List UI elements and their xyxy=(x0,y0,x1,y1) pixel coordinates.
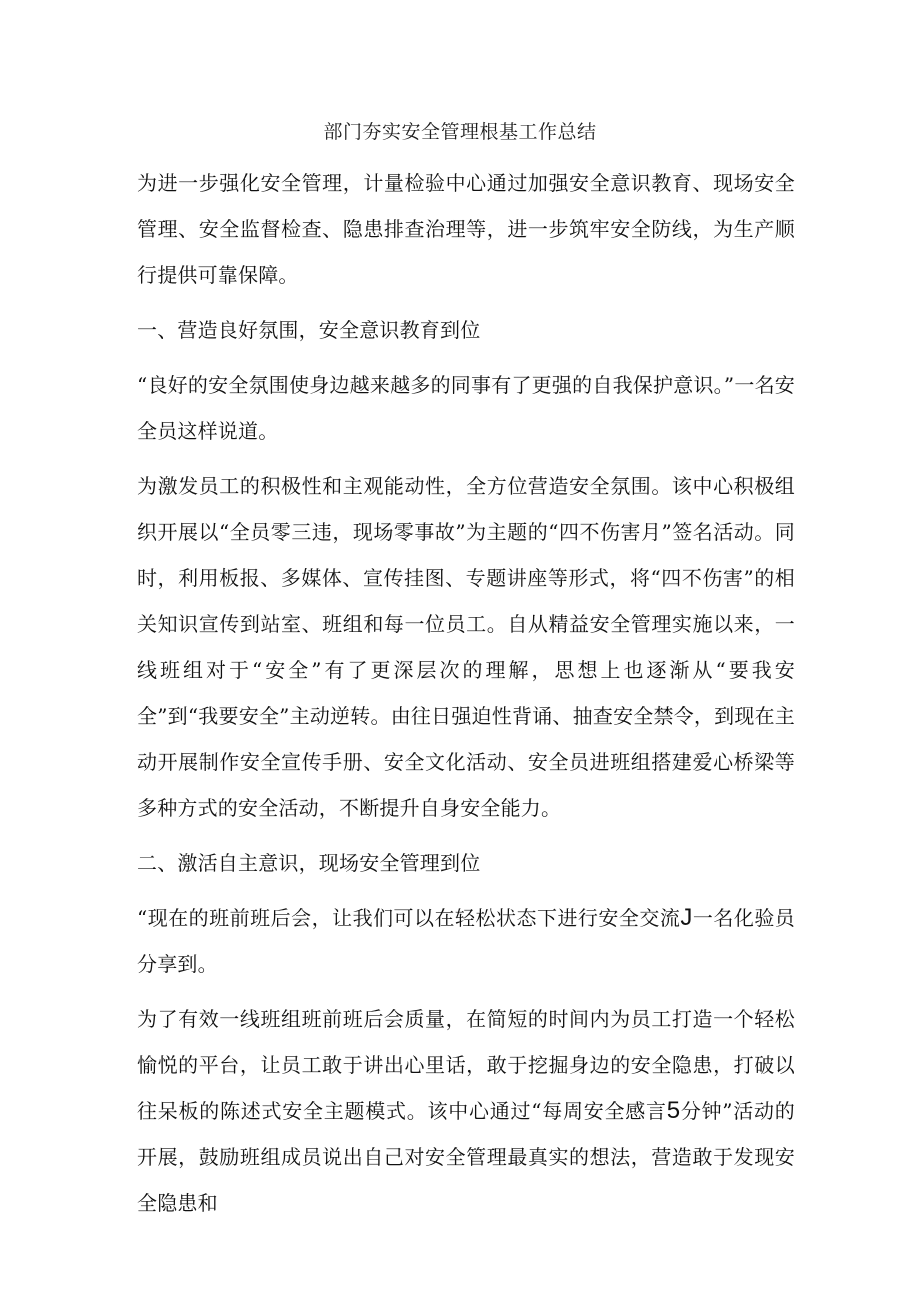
section-2-body-number: 5 xyxy=(666,1097,681,1124)
section-1-body: 为激发员工的积极性和主观能动性，全方位营造安全氛围。该中心积极组织开展以“全员零三违，现场零事故”为主题的“四不伤害月”签名活动。同时，利用板报、多媒体、宣传挂图、专题讲座等形式，将“四不伤害”的相关知识宣传到站室、班组和每一位员工。自从精益安全管理实施以来，一线班组对于“安全”有了更深层次的理解，思想上也逐渐从“要我安全”到“我要安全”主动逆转。由往日强迫性背诵、抽查安全禁令，到现在主动开展制作安全宣传手册、安全文化活动、安全员进班组搭建爱心桥梁等多种方式的安全活动，不断提升自身安全能力。 xyxy=(137,474,795,820)
section-2-heading: 二、激活自主意识，现场安全管理到位 xyxy=(137,851,481,875)
section-2-quote xyxy=(137,895,795,987)
section-2-quote-part-b: 一名化验员分享到。 xyxy=(137,906,796,976)
section-2-body-part-a: 为了有效一线班组班前班后会质量，在简短的时间内为员工打造一个轻松愉悦的平台，让员工敢于讲出心里话，敢于挖掘身边的安全隐患，打破以往呆板的陈述式安全主题模式。该中心通过“每周安全感言 xyxy=(137,1007,795,1123)
section-2-quote-part-a: “现在的班前班后会，让我们可以在轻松状态下进行安全交流 xyxy=(137,906,681,930)
document-body xyxy=(137,160,795,1235)
intro-paragraph: 为进一步强化安全管理，计量检验中心通过加强安全意识教育、现场安全管理、安全监督检查、隐患排查治理等，进一步筑牢安全防线，为生产顺行提供可靠保障。 xyxy=(137,171,795,287)
section-2-body-part-b: 分钟”活动的开展，鼓励班组成员说出自己对安全管理最真实的想法，营造敢于发现安全隐患和 xyxy=(137,1099,795,1215)
section-2-quote-mark: J xyxy=(680,904,693,931)
section-2-body xyxy=(137,996,795,1226)
document-title: 部门夯实安全管理根基工作总结 xyxy=(323,121,597,143)
section-1-quote: “良好的安全氛围使身边越来越多的同事有了更强的自我保护意识。”一名安全员这样说道。 xyxy=(137,373,795,443)
section-1-heading: 一、营造良好氛围，安全意识教育到位 xyxy=(137,318,481,342)
